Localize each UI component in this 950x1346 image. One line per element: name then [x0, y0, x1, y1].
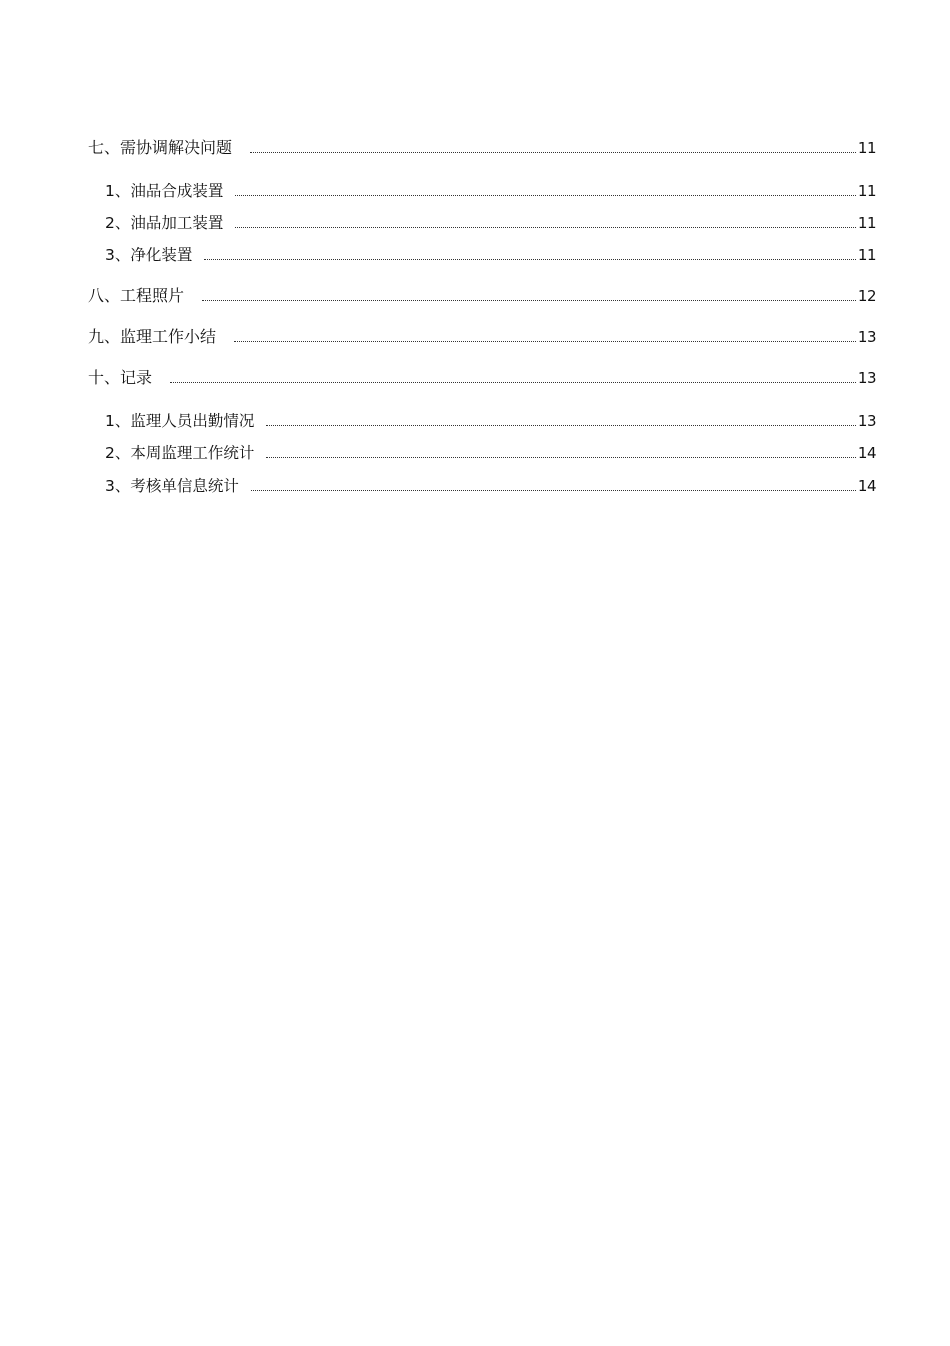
toc-entry-page: 13	[857, 328, 876, 346]
toc-entry-title: 监理工作小结	[120, 327, 217, 346]
toc-entry-title: 工程照片	[120, 286, 185, 305]
toc-entry-page: 13	[857, 412, 876, 430]
toc-entry-page: 13	[857, 369, 876, 387]
toc-entry-page: 11	[857, 139, 876, 157]
toc-entry-page: 11	[857, 214, 876, 232]
toc-entry-title: 监理人员出勤情况	[130, 412, 255, 430]
toc-entry-title: 记录	[120, 368, 153, 387]
dot-leader	[266, 425, 856, 426]
toc-entry-coordination-issues[interactable]	[0, 134, 950, 158]
dot-leader	[266, 457, 856, 458]
dot-leader	[250, 152, 856, 153]
dot-leader	[234, 341, 856, 342]
toc-entry-assessment-stats[interactable]	[0, 472, 950, 496]
toc-entry-number: 七、	[88, 138, 121, 157]
toc-entry-page: 14	[857, 444, 876, 462]
toc-entry-records[interactable]	[0, 364, 950, 388]
toc-entry-page: 14	[857, 477, 876, 495]
toc-entry-project-photos[interactable]	[0, 282, 950, 306]
toc-entry-number: 1、	[105, 412, 131, 430]
toc-entry-oil-synthesis-unit[interactable]	[0, 177, 950, 201]
toc-entry-title: 本周监理工作统计	[130, 444, 255, 462]
toc-entry-supervision-summary[interactable]	[0, 323, 950, 347]
dot-leader	[235, 195, 856, 196]
toc-entry-page: 11	[857, 182, 876, 200]
toc-entry-number: 3、	[105, 246, 131, 264]
toc-entry-page: 11	[857, 246, 876, 264]
toc-entry-title: 油品加工装置	[130, 214, 224, 232]
dot-leader	[170, 382, 856, 383]
toc-entry-weekly-work-stats[interactable]	[0, 439, 950, 463]
dot-leader	[202, 300, 856, 301]
toc-entry-number: 十、	[88, 368, 121, 387]
toc-entry-oil-processing-unit[interactable]	[0, 209, 950, 233]
toc-entry-title: 净化装置	[130, 246, 193, 264]
toc-entry-purification-unit[interactable]	[0, 241, 950, 265]
toc-entry-number: 九、	[88, 327, 121, 346]
dot-leader	[251, 490, 856, 491]
toc-entry-page: 12	[857, 287, 876, 305]
toc-entry-title: 油品合成装置	[130, 182, 224, 200]
toc-entry-staff-attendance[interactable]	[0, 407, 950, 431]
toc-entry-number: 1、	[105, 182, 131, 200]
toc-entry-number: 2、	[105, 214, 131, 232]
toc-entry-number: 3、	[105, 477, 131, 495]
toc-entry-title: 考核单信息统计	[130, 477, 239, 495]
toc-entry-number: 2、	[105, 444, 131, 462]
toc-entry-title: 需协调解决问题	[120, 138, 233, 157]
dot-leader	[204, 259, 856, 260]
toc-entry-number: 八、	[88, 286, 121, 305]
dot-leader	[235, 227, 856, 228]
